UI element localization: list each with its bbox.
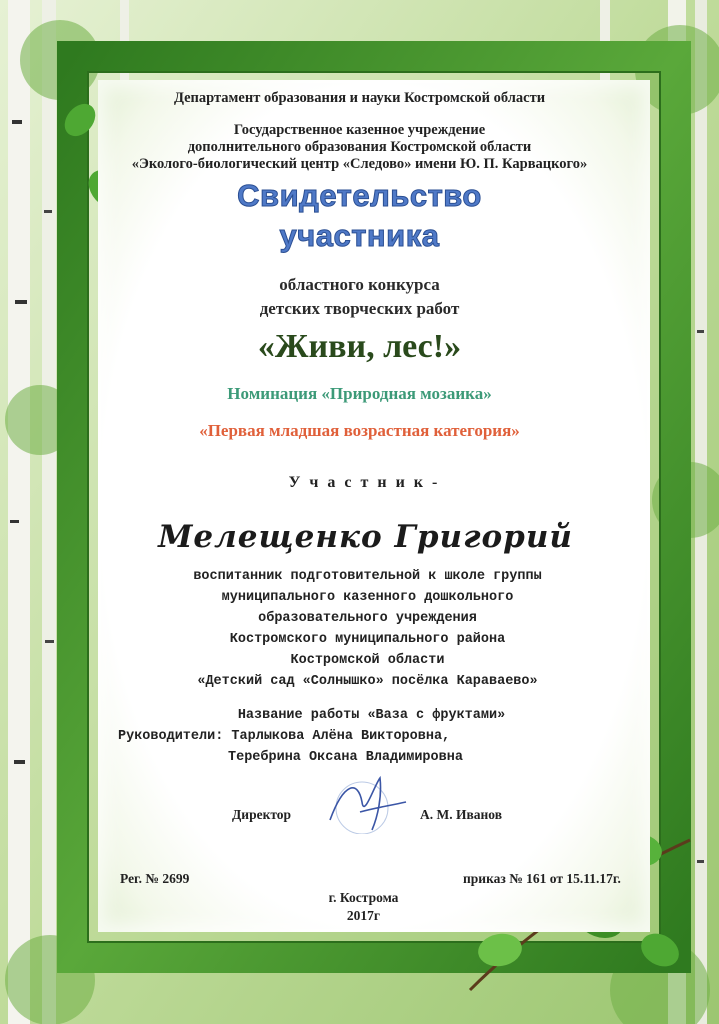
participant-detail: образовательного учреждения [258, 611, 477, 626]
institution-line-2: дополнительного образования Костромской области [187, 139, 532, 155]
participant-name: Мелещенко Григорий [158, 519, 573, 555]
participant-detail: Костромской области [290, 653, 445, 668]
contest-line-1: областного конкурса [279, 275, 440, 294]
institution-line-1: Государственное казенное учреждение [233, 122, 486, 138]
year: 2017г [346, 908, 381, 923]
participant-detail: муниципального казенного дошкольного [221, 590, 514, 605]
director-signature [322, 772, 414, 834]
participant-label: Участник- [288, 474, 447, 491]
contest-name: «Живи, лес!» [257, 328, 462, 365]
participant-detail: «Детский сад «Солнышко» посёлка Караваево» [197, 674, 538, 689]
age-category: «Первая младшая возрастная категория» [199, 421, 520, 440]
supervisors-line-1: Руководители: Тарлыкова Алёна Викторовна, [118, 729, 451, 744]
order-reference: приказ № 161 от 15.11.17г. [463, 871, 621, 886]
registration-number: Рег. № 2699 [120, 871, 190, 886]
department-line: Департамент образования и науки Костромской области [173, 90, 546, 106]
director-name: А. М. Иванов [420, 807, 503, 822]
participant-detail: Костромского муниципального района [229, 632, 506, 647]
institution-line-3: «Эколого-биологический центр «Следово» имени Ю. П. Карвацкого» [131, 156, 588, 172]
nomination: Номинация «Природная мозаика» [227, 384, 492, 403]
contest-line-2: детских творческих работ [259, 299, 460, 318]
participant-detail: воспитанник подготовительной к школе группы [193, 569, 542, 584]
director-label: Директор [232, 807, 292, 822]
work-title: Название работы «Ваза с фруктами» [237, 708, 506, 723]
supervisors-line-2: Теребрина Оксана Владимировна [228, 750, 463, 765]
certificate-title-line-2: участника [279, 218, 440, 253]
city: г. Кострома [328, 890, 399, 905]
certificate-title-line-1: Свидетельство [237, 178, 482, 213]
